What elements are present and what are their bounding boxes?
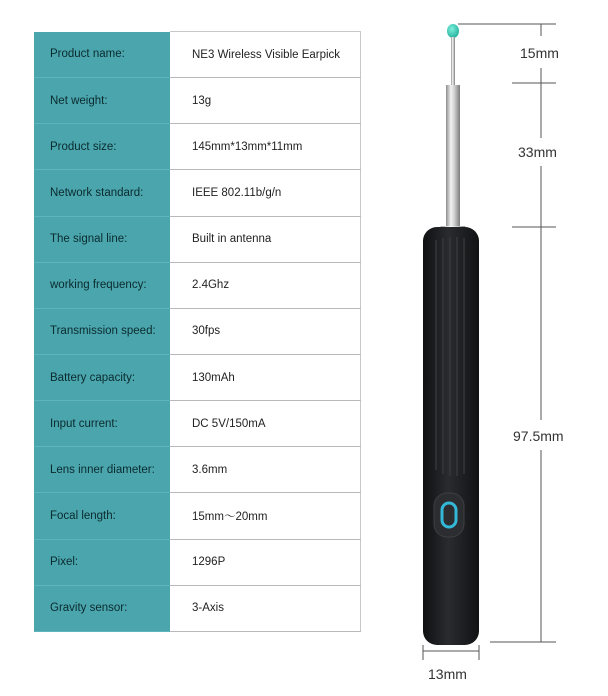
spec-label: Focal length:	[34, 493, 170, 539]
spec-value: 145mm*13mm*11mm	[170, 124, 361, 170]
spec-value: 2.4Ghz	[170, 262, 361, 308]
dimension-label-body: 97.5mm	[513, 428, 564, 444]
spec-value: 15mm～20mm	[170, 493, 361, 539]
spec-label: Transmission speed:	[34, 308, 170, 354]
spec-value: IEEE 802.11b/g/n	[170, 170, 361, 216]
probe-wire	[451, 37, 455, 85]
dimension-label-width: 13mm	[428, 666, 467, 682]
spec-label: Product size:	[34, 124, 170, 170]
spec-value: 3.6mm	[170, 447, 361, 493]
spec-value: NE3 Wireless Visible Earpick	[170, 32, 361, 78]
spec-label: Product name:	[34, 32, 170, 78]
dimension-label-tip: 15mm	[520, 45, 559, 61]
spec-label: The signal line:	[34, 216, 170, 262]
spec-value: Built in antenna	[170, 216, 361, 262]
spec-label: Net weight:	[34, 78, 170, 124]
power-button-icon	[434, 493, 464, 537]
spec-value: 30fps	[170, 308, 361, 354]
spec-value: 13g	[170, 78, 361, 124]
tip-icon	[447, 24, 459, 38]
dimension-label-probe: 33mm	[518, 144, 557, 160]
spec-label: working frequency:	[34, 262, 170, 308]
spec-label: Battery capacity:	[34, 354, 170, 400]
spec-value: 3-Axis	[170, 585, 361, 631]
device-body	[423, 227, 479, 645]
spec-value: 130mAh	[170, 354, 361, 400]
spec-value: 1296P	[170, 539, 361, 585]
spec-value: DC 5V/150mA	[170, 401, 361, 447]
spec-label: Gravity sensor:	[34, 585, 170, 631]
spec-label: Network standard:	[34, 170, 170, 216]
probe-shaft	[446, 85, 460, 227]
spec-label: Input current:	[34, 401, 170, 447]
spec-label: Pixel:	[34, 539, 170, 585]
spec-label: Lens inner diameter:	[34, 447, 170, 493]
